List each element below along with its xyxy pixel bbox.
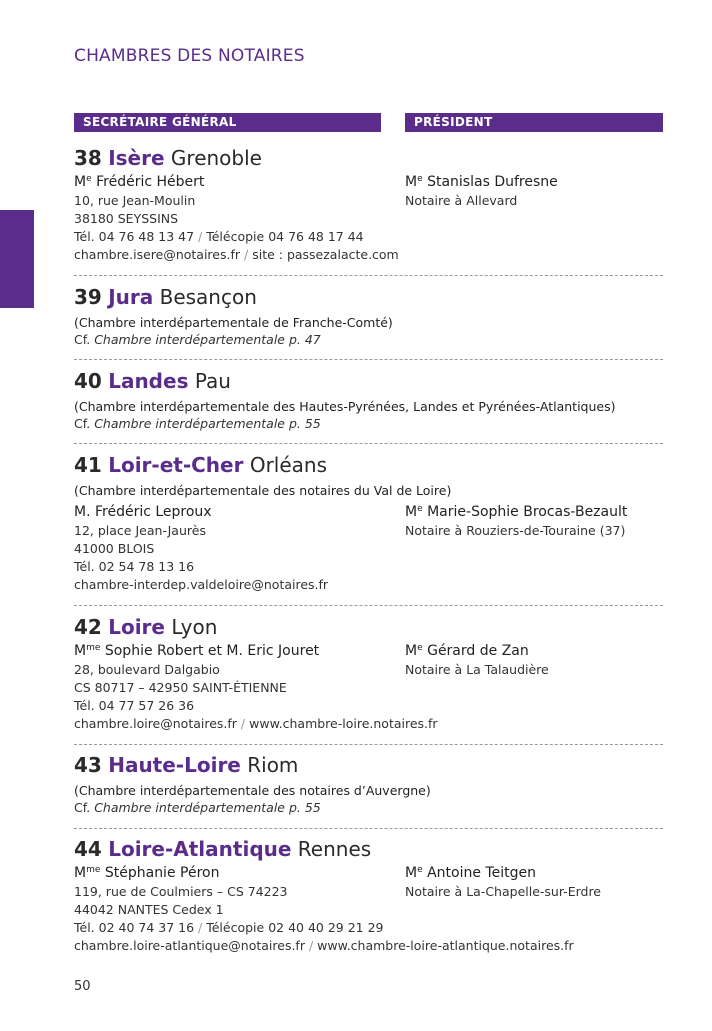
- cross-reference: Cf. Chambre interdépartementale p. 47: [74, 332, 321, 347]
- city-name: Besançon: [159, 285, 257, 309]
- president-description: Notaire à La Talaudière: [405, 662, 549, 677]
- chamber-entry-44: [74, 836, 663, 961]
- chamber-entry-42: [74, 614, 663, 745]
- secretary-block: [74, 503, 404, 594]
- dept-name: Landes: [108, 369, 189, 393]
- website-link[interactable]: www.chambre-loire.notaires.fr: [249, 716, 438, 731]
- entry-title: [74, 368, 663, 394]
- secretary-name: M. Frédéric Leproux: [74, 504, 212, 520]
- president-description: Notaire à Allevard: [405, 193, 518, 208]
- president-name: Me Gérard de Zan: [405, 643, 529, 659]
- dept-number: 40: [74, 369, 102, 393]
- cross-reference: Cf. Chambre interdépartementale p. 55: [74, 416, 321, 431]
- address-line-1: 119, rue de Coulmiers – CS 74223: [74, 884, 288, 899]
- entry-title: [74, 836, 663, 862]
- city-name: Orléans: [249, 453, 328, 477]
- contact-row: [74, 503, 663, 594]
- page-header-title: CHAMBRES DES NOTAIRES: [74, 46, 305, 66]
- website-link[interactable]: www.chambre-loire-atlantique.notaires.fr: [317, 938, 574, 953]
- secretary-name: $M^{me}$ Stéphanie Péron: [74, 865, 220, 881]
- address-line-1: 28, boulevard Dalgabio: [74, 662, 220, 677]
- chamber-note: (Chambre interdépartementale des Hautes-Pyrénées, Landes et Pyrénées-Atlantiques): [74, 399, 616, 414]
- dept-name: Loire-Atlantique: [108, 837, 292, 861]
- entry-title: [74, 614, 663, 640]
- secretary-name: Me Frédéric Hébert: [74, 174, 205, 190]
- president-description: Notaire à La-Chapelle-sur-Erdre: [405, 884, 602, 899]
- city-name: Grenoble: [170, 146, 262, 170]
- dept-number: 39: [74, 285, 102, 309]
- dept-number: 41: [74, 453, 102, 477]
- phone-line: Tél. 02 54 78 13 16: [74, 559, 195, 574]
- president-block: [405, 642, 665, 679]
- contact-row: [74, 864, 663, 955]
- cross-reference: Cf. Chambre interdépartementale p. 55: [74, 800, 321, 815]
- secretary-name: $M^{me}$ Sophie Robert et M. Eric Jouret: [74, 643, 320, 659]
- entry-title: [74, 284, 663, 310]
- president-name: Me Stanislas Dufresne: [405, 174, 558, 190]
- page-number: 50: [74, 979, 91, 994]
- city-name: Riom: [247, 753, 299, 777]
- address-line-2: 41000 BLOIS: [74, 541, 155, 556]
- phone-line: Tél. 04 76 48 13 47 / Télécopie 04 76 48 17 44: [74, 229, 364, 244]
- contact-row: [74, 642, 663, 733]
- chamber-note: (Chambre interdépartementale des notaires du Val de Loire): [74, 483, 452, 498]
- dept-name: Loir-et-Cher: [108, 453, 244, 477]
- email-link[interactable]: chambre-interdep.valdeloire@notaires.fr: [74, 577, 329, 592]
- president-description: Notaire à Rouziers-de-Touraine (37): [405, 523, 626, 538]
- president-block: [405, 503, 665, 540]
- dept-name: Loire: [108, 615, 165, 639]
- dept-number: 42: [74, 615, 102, 639]
- entry-title: [74, 452, 663, 478]
- contact-links: chambre.isere@notaires.fr / site : passezalacte.com: [74, 247, 399, 262]
- dept-name: Haute-Loire: [108, 753, 241, 777]
- president-block: [405, 173, 665, 210]
- contact-row: [74, 173, 663, 264]
- dept-number: 43: [74, 753, 102, 777]
- address-line-2: 44042 NANTES Cedex 1: [74, 902, 224, 917]
- president-name: Me Antoine Teitgen: [405, 865, 536, 881]
- address-line-2: 38180 SEYSSINS: [74, 211, 179, 226]
- chamber-entry-40: [74, 368, 663, 444]
- phone-line: Tél. 02 40 74 37 16 / Télécopie 02 40 40 29 21 29: [74, 920, 384, 935]
- entry-title: [74, 752, 663, 778]
- chamber-note: (Chambre interdépartementale des notaires d’Auvergne): [74, 783, 431, 798]
- phone-line: Tél. 04 77 57 26 36: [74, 698, 195, 713]
- dept-name: Jura: [108, 285, 154, 309]
- address-line-2: CS 80717 – 42950 SAINT-ÉTIENNE: [74, 680, 287, 695]
- contact-links: chambre.loire-atlantique@notaires.fr / www.chambre-loire-atlantique.notaires.fr: [74, 938, 574, 953]
- address-line-1: 10, rue Jean-Moulin: [74, 193, 196, 208]
- secretary-block: [74, 173, 404, 264]
- chamber-entry-39: [74, 284, 663, 360]
- section-tab-marker: [0, 210, 34, 308]
- email-link[interactable]: chambre.isere@notaires.fr: [74, 247, 241, 262]
- dept-number: 44: [74, 837, 102, 861]
- president-block: [405, 864, 665, 901]
- dept-number: 38: [74, 146, 102, 170]
- secretary-block: [74, 642, 438, 733]
- city-name: Rennes: [297, 837, 372, 861]
- city-name: Pau: [194, 369, 231, 393]
- website-link[interactable]: site : passezalacte.com: [252, 247, 399, 262]
- address-line-1: 12, place Jean-Jaurès: [74, 523, 206, 538]
- city-name: Lyon: [171, 615, 218, 639]
- chamber-entry-43: [74, 752, 663, 829]
- email-link[interactable]: chambre.loire-atlantique@notaires.fr: [74, 938, 305, 953]
- chamber-note: (Chambre interdépartementale de Franche-Comté): [74, 315, 393, 330]
- column-header-secretary: SECRÉTAIRE GÉNÉRAL: [74, 113, 381, 132]
- dept-name: Isère: [108, 146, 165, 170]
- entry-title: [74, 145, 663, 171]
- chamber-entry-38: [74, 145, 663, 276]
- president-name: Me Marie-Sophie Brocas-Bezault: [405, 504, 628, 520]
- column-header-president: PRÉSIDENT: [405, 113, 663, 132]
- chamber-entry-41: [74, 452, 663, 606]
- contact-links: chambre.loire@notaires.fr / www.chambre-loire.notaires.fr: [74, 716, 438, 731]
- email-link[interactable]: chambre.loire@notaires.fr: [74, 716, 237, 731]
